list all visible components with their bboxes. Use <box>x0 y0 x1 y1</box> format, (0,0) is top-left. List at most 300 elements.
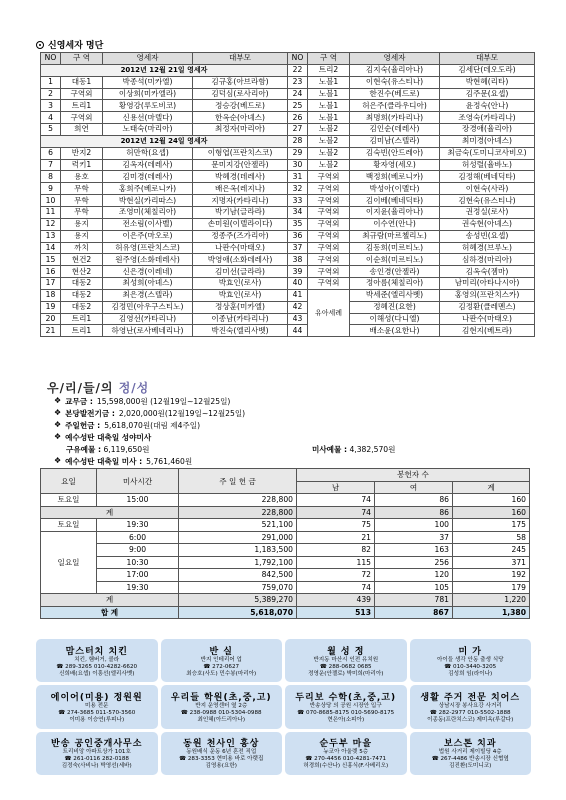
roster-row <box>41 278 288 290</box>
roster-name: 김영선(카타리나) <box>103 313 193 325</box>
roster-area: 트리1 <box>61 100 103 112</box>
attendance-female: 37 <box>375 531 453 544</box>
roster-name: 신은경(이레네) <box>103 266 193 278</box>
attendance-female: 100 <box>375 519 453 532</box>
roster-row <box>41 183 288 195</box>
header-parent: 대부모 <box>193 53 288 65</box>
sponsor-detail-line: 반송상당 의 공원 시장안 입구 <box>309 702 382 709</box>
roster-row <box>41 159 288 171</box>
roster-row <box>41 242 288 254</box>
roster-name: 허만학(요셉) <box>103 147 193 159</box>
sponsor-ad <box>410 639 532 682</box>
attendance-offering: 291,000 <box>179 531 297 544</box>
sponsor-ads-grid <box>36 639 531 775</box>
roster-no: 24 <box>288 88 308 100</box>
roster-row <box>288 218 535 230</box>
roster-no: 23 <box>288 76 308 88</box>
attendance-total: 1,380 <box>453 606 530 619</box>
sponsor-name: 동원 천사인 홍상 <box>183 739 260 750</box>
sponsor-name: 순두부 마을 <box>319 739 373 750</box>
sponsor-detail-line: 최승호(사도) 민수봉(마리아) <box>186 670 257 677</box>
roster-no: 43 <box>288 313 308 325</box>
roster-area: 현건2 <box>61 254 103 266</box>
roster-name: 정혜진(요한) <box>350 301 440 313</box>
sponsor-name: 우리들 학원(초,중,고) <box>170 692 272 703</box>
roster-name: 김지숙(율리아나) <box>350 64 440 76</box>
roster-no: 2 <box>41 88 61 100</box>
roster-area: 용호 <box>61 171 103 183</box>
roster-subheading-row <box>41 64 288 76</box>
roster-name: 정아름(체칠리아) <box>350 278 440 290</box>
roster-no: 28 <box>288 135 308 147</box>
attendance-row <box>41 581 530 594</box>
attendance-offering: 759,070 <box>179 581 297 594</box>
roster-no: 7 <box>41 159 61 171</box>
roster-area: 노블1 <box>308 88 350 100</box>
sponsor-ad <box>36 639 158 682</box>
roster-area: 무학 <box>61 206 103 218</box>
sponsor-detail-line: 김정숙(사비나) 박영선(세바) <box>61 763 132 770</box>
roster-row <box>288 266 535 278</box>
roster-no: 17 <box>41 278 61 290</box>
attendance-male: 439 <box>297 594 375 607</box>
attendance-mass-time: 계 <box>41 506 179 519</box>
roster-no: 25 <box>288 100 308 112</box>
sponsor-detail-line: 이종동(프란치스코) 제미옥(루갈다) <box>427 716 514 723</box>
roster-parent: 장경애(율리아) <box>440 124 535 136</box>
roster-name: 이수연(안나) <box>350 218 440 230</box>
roster-no: 12 <box>41 218 61 230</box>
roster-area: 구역외 <box>308 171 350 183</box>
manger-offering <box>66 444 149 455</box>
roster-row <box>41 254 288 266</box>
roster-parent: 윤정숙(안나) <box>440 100 535 112</box>
target-bullet-icon <box>36 41 44 49</box>
roster-row <box>288 159 535 171</box>
roster-area: 트리2 <box>308 64 350 76</box>
header-female: 여 <box>375 481 453 494</box>
header-mass-time: 미사시간 <box>97 469 179 494</box>
offering-heading <box>47 379 149 396</box>
roster-area: 럭키1 <box>61 159 103 171</box>
roster-row <box>288 88 535 100</box>
attendance-male: 74 <box>297 581 375 594</box>
roster-parent: 김옥숙(젬마) <box>440 266 535 278</box>
roster-row <box>288 242 535 254</box>
roster-no: 9 <box>41 183 61 195</box>
roster-area: 무학 <box>61 183 103 195</box>
roster-parent: 김덕심(로사리아) <box>193 88 288 100</box>
roster-area-merged: 유아세례 <box>308 289 350 336</box>
roster-name: 허유영(프란치스코) <box>103 242 193 254</box>
roster-no: 16 <box>41 266 61 278</box>
roster-no: 15 <box>41 254 61 266</box>
roster-no: 14 <box>41 242 61 254</box>
roster-name: 허은주(클라우디아) <box>350 100 440 112</box>
roster-name: 황자영(세오) <box>350 159 440 171</box>
diamond-bullet-icon: ❖ <box>54 408 62 417</box>
attendance-male: 75 <box>297 519 375 532</box>
attendance-offering: 1,792,100 <box>179 556 297 569</box>
roster-subheading-row <box>41 135 288 147</box>
roster-no: 4 <box>41 112 61 124</box>
offering-label: 교무금 : <box>65 397 93 406</box>
roster-no: 33 <box>288 195 308 207</box>
offering-tuition <box>54 396 230 407</box>
roster-row <box>41 301 288 313</box>
roster-row <box>288 112 535 124</box>
roster-name: 김미남(스텔라) <box>350 135 440 147</box>
header-sunday-offering: 주 일 헌 금 <box>179 469 297 494</box>
sponsor-detail-line: 상남시장 봉사요강 사거리 <box>438 702 502 709</box>
roster-name: 조영미(체칠리아) <box>103 206 193 218</box>
roster-parent: 나판수(마태오) <box>440 313 535 325</box>
roster-date-label: 2012년 12월 24일 영세자 <box>41 135 288 147</box>
roster-parent: 최금숙(도미니코사비오) <box>440 147 535 159</box>
roster-area: 희연 <box>61 124 103 136</box>
diamond-bullet-icon: ❖ <box>54 456 62 465</box>
header-no: NO <box>288 53 308 65</box>
roster-parent: 손미원(이델라이다) <box>193 218 288 230</box>
roster-name: 백정희(베로니카) <box>350 171 440 183</box>
roster-name: 이순희(미르티노) <box>350 254 440 266</box>
roster-no: 39 <box>288 266 308 278</box>
attendance-female: 86 <box>375 506 453 519</box>
roster-area: 용지 <box>61 218 103 230</box>
header-area: 구 역 <box>308 53 350 65</box>
attendance-mass-time: 9:00 <box>97 544 179 557</box>
diamond-bullet-icon: ❖ <box>54 396 62 405</box>
attendance-mass-time: 17:00 <box>97 569 179 582</box>
roster-parent: 지명자(카타리나) <box>193 195 288 207</box>
roster-area: 대동2 <box>61 278 103 290</box>
sponsor-name: 월 성 정 <box>327 646 365 657</box>
roster-name: 원주영(소화데레사) <box>103 254 193 266</box>
sponsor-detail-line: ☎ 272-0627 <box>203 663 240 670</box>
roster-area: 구역외 <box>308 183 350 195</box>
roster-name: 이상희(미카엘라) <box>103 88 193 100</box>
attendance-female: 256 <box>375 556 453 569</box>
attendance-offering: 228,800 <box>179 506 297 519</box>
sponsor-detail-line: 이미용 이승연(루피나) <box>69 716 125 723</box>
roster-area: 구역외 <box>61 88 103 100</box>
roster-area: 노블1 <box>308 112 350 124</box>
roster-no: 40 <box>288 278 308 290</box>
roster-parent: 김규홍(아브라함) <box>193 76 288 88</box>
roster-no: 10 <box>41 195 61 207</box>
attendance-female: 867 <box>375 606 453 619</box>
roster-row <box>41 124 288 136</box>
attendance-grand-total-row <box>41 606 530 619</box>
sponsor-name: 보스톤 치과 <box>443 739 497 750</box>
sponsor-detail-line: ☎ 283-3353 현미용 바로 아랫집 <box>179 756 264 763</box>
roster-parent: 김현지(베트라) <box>440 325 535 337</box>
roster-parent: 박혜경(데레사) <box>193 171 288 183</box>
roster-no: 21 <box>41 325 61 337</box>
roster-header-row <box>41 53 288 65</box>
roster-parent: 박진숙(엘리사벳) <box>193 325 288 337</box>
roster-name: 김옥자(데레사) <box>103 159 193 171</box>
header-name: 영세자 <box>103 53 193 65</box>
roster-row <box>41 88 288 100</box>
roster-area: 노블1 <box>308 76 350 88</box>
attendance-row <box>41 531 530 544</box>
attendance-mass-time: 계 <box>41 594 179 607</box>
sponsor-detail-line: 김영용(요한) <box>205 763 237 770</box>
attendance-female: 105 <box>375 581 453 594</box>
offering-value: 5,618,070원(대림 제4주일) <box>104 421 201 430</box>
sponsor-ad <box>36 685 158 728</box>
sponsor-ad <box>161 639 283 682</box>
roster-parent: 이종남(카타리나) <box>193 313 288 325</box>
offering-label: 예수성탄 대축일 미사 : <box>65 457 143 466</box>
roster-name: 한진수(베드로) <box>350 88 440 100</box>
roster-no: 3 <box>41 100 61 112</box>
roster-row <box>41 313 288 325</box>
sponsor-detail-line: 반지동 마산시 인전 유치원 <box>313 656 379 663</box>
attendance-row <box>41 569 530 582</box>
roster-no: 22 <box>288 64 308 76</box>
roster-no: 29 <box>288 147 308 159</box>
offering-label: 주일헌금 : <box>65 421 101 430</box>
roster-parent: 홍영의(프란치스카) <box>440 289 535 301</box>
roster-name: 송인경(안젤라) <box>350 266 440 278</box>
roster-row <box>41 171 288 183</box>
roster-row <box>288 135 535 147</box>
roster-row <box>41 147 288 159</box>
roster-row <box>288 289 535 301</box>
header-day: 요일 <box>41 469 97 494</box>
roster-parent: 김정환(클레멘스) <box>440 301 535 313</box>
roster-no: 18 <box>41 289 61 301</box>
attendance-female: 86 <box>375 494 453 507</box>
roster-parent: 박현혜(리타) <box>440 76 535 88</box>
roster-name: 김인순(데레사) <box>350 124 440 136</box>
attendance-table <box>40 468 530 619</box>
header-offerers: 봉헌자 수 <box>297 469 530 482</box>
roster-row <box>41 195 288 207</box>
sponsor-detail-line: ☎ 010-3440-3205 <box>444 663 497 670</box>
attendance-mass-time: 19:30 <box>97 581 179 594</box>
attendance-row <box>41 556 530 569</box>
roster-row <box>288 278 535 290</box>
sponsor-detail-line: 미용 전문 <box>85 702 109 709</box>
attendance-total: 1,220 <box>453 594 530 607</box>
roster-parent: 배은옥(레지나) <box>193 183 288 195</box>
roster-area: 구역외 <box>308 230 350 242</box>
roster-row <box>288 230 535 242</box>
sponsor-ad <box>285 639 407 682</box>
sponsor-ad <box>410 732 532 775</box>
roster-name: 최규람(마르첼리노) <box>350 230 440 242</box>
attendance-header-row <box>41 469 530 482</box>
attendance-offering: 5,389,270 <box>179 594 297 607</box>
roster-row <box>41 230 288 242</box>
header-area: 구 역 <box>61 53 103 65</box>
roster-row <box>288 76 535 88</box>
roster-no: 30 <box>288 159 308 171</box>
roster-parent: 박영애(소화데레사) <box>193 254 288 266</box>
sponsor-name: 에이어(미용) 정원원 <box>50 692 143 703</box>
roster-no: 32 <box>288 183 308 195</box>
roster-row <box>288 183 535 195</box>
sponsor-ad <box>285 685 407 728</box>
sponsor-detail-line: 아이들 생각 안동 출생 식당 <box>436 656 504 663</box>
attendance-male: 74 <box>297 506 375 519</box>
roster-name: 김숙빈(안드레아) <box>350 147 440 159</box>
roster-no: 35 <box>288 218 308 230</box>
offering-development-fund <box>54 408 245 419</box>
roster-area: 대동2 <box>61 301 103 313</box>
sponsor-ad <box>410 685 532 728</box>
roster-parent: 허혜경(브루노) <box>440 242 535 254</box>
roster-no: 13 <box>41 230 61 242</box>
roster-area: 노블2 <box>308 135 350 147</box>
roster-row <box>288 64 535 76</box>
roster-parent: 김정해(베네딕타) <box>440 171 535 183</box>
attendance-total: 160 <box>453 506 530 519</box>
roster-parent: 나판수(마태오) <box>193 242 288 254</box>
diamond-bullet-icon: ❖ <box>54 420 62 429</box>
attendance-mass-time: 15:00 <box>97 494 179 507</box>
attendance-male: 21 <box>297 531 375 544</box>
attendance-offering: 228,800 <box>179 494 297 507</box>
sponsor-name: 맘스터치 치킨 <box>65 646 128 657</box>
roster-name: 박세준(엘리사벳) <box>350 289 440 301</box>
attendance-total: 245 <box>453 544 530 557</box>
roster-area: 까치 <box>61 242 103 254</box>
roster-name: 하영난(로사베네리나) <box>103 325 193 337</box>
sponsor-detail-line: ☎ 267-4486 반송시장 신협옆 <box>431 756 509 763</box>
roster-name: 신용선(마델다) <box>103 112 193 124</box>
attendance-mass-time: 6:00 <box>97 531 179 544</box>
roster-name: 이지윤(율리아나) <box>350 206 440 218</box>
roster-area: 노블2 <box>308 159 350 171</box>
roster-no: 36 <box>288 230 308 242</box>
roster-area: 용지 <box>61 230 103 242</box>
roster-name: 이현숙(유스티나) <box>350 76 440 88</box>
offering-heading-part1: 우/리/들/의 <box>47 381 119 395</box>
roster-no: 44 <box>288 325 308 337</box>
offering-value: 15,598,000원 (12월19일~12월25일) <box>96 397 231 406</box>
roster-name: 김동희(미르티노) <box>350 242 440 254</box>
roster-area: 대동1 <box>61 76 103 88</box>
sponsor-detail-line: 치킨, 햄버거, 콜라 <box>74 656 120 663</box>
roster-no: 31 <box>288 171 308 183</box>
roster-row <box>41 112 288 124</box>
roster-no: 26 <box>288 112 308 124</box>
attendance-female: 120 <box>375 569 453 582</box>
mass-offering <box>312 444 395 455</box>
roster-area: 구역외 <box>308 206 350 218</box>
roster-no: 41 <box>288 289 308 301</box>
manger-offering-value: 6,119,650원 <box>103 445 150 454</box>
attendance-male: 74 <box>297 494 375 507</box>
roster-row <box>41 100 288 112</box>
roster-no: 6 <box>41 147 61 159</box>
roster-name: 배소윤(요한나) <box>350 325 440 337</box>
attendance-total: 179 <box>453 581 530 594</box>
roster-parent: 김미선(글라라) <box>193 266 288 278</box>
roster-parent: 이현숙(사라) <box>440 183 535 195</box>
roster-area: 구역외 <box>61 112 103 124</box>
roster-area: 구역외 <box>308 218 350 230</box>
roster-row <box>288 171 535 183</box>
roster-name: 노태숙(마리아) <box>103 124 193 136</box>
roster-parent: 정상훈(미카엘) <box>193 301 288 313</box>
roster-parent: 박효인(로사) <box>193 289 288 301</box>
sponsor-detail-line: 신희배(요셉) 이흥선(엘리사벳) <box>59 670 135 677</box>
sponsor-name: 두리보 수학(초,중,고) <box>295 692 397 703</box>
attendance-total: 371 <box>453 556 530 569</box>
attendance-male: 72 <box>297 569 375 582</box>
roster-parent: 박효인(로사) <box>193 278 288 290</box>
offering-label: 예수성탄 대축일 성야미사 <box>65 433 152 442</box>
roster-name: 황영강(루도비코) <box>103 100 193 112</box>
baptism-roster-left <box>40 52 288 337</box>
roster-no: 5 <box>41 124 61 136</box>
roster-row <box>288 147 535 159</box>
header-male: 남 <box>297 481 375 494</box>
roster-no: 1 <box>41 76 61 88</box>
roster-area: 현산2 <box>61 266 103 278</box>
sponsor-detail-line: 최인혜(아드리아나) <box>197 716 246 723</box>
roster-parent: 김주문(요셉) <box>440 88 535 100</box>
attendance-row <box>41 506 530 519</box>
roster-row <box>288 195 535 207</box>
sponsor-detail-line: 법원 사거리 제이빌딩 4층 <box>438 749 502 756</box>
sponsor-detail-line: 현은아(소피아) <box>327 716 365 723</box>
attendance-total: 175 <box>453 519 530 532</box>
header-total: 계 <box>453 481 530 494</box>
roster-parent: 조영숙(카타리나) <box>440 112 535 124</box>
mass-offering-value: 4,382,570원 <box>349 445 396 454</box>
roster-parent: 김세단(데오도라) <box>440 64 535 76</box>
roster-area: 구역외 <box>308 278 350 290</box>
sponsor-detail-line: ☎ 288-0682 0685 <box>319 663 372 670</box>
roster-area: 대동2 <box>61 289 103 301</box>
sponsor-detail-line: 정영운(안젤로) 박미희(마리아) <box>308 670 384 677</box>
attendance-row <box>41 519 530 532</box>
roster-no: 19 <box>41 301 61 313</box>
roster-name: 박종석(미카엘) <box>103 76 193 88</box>
roster-parent: 권숙현(아녜스) <box>440 218 535 230</box>
sponsor-detail-line: 김성희 임(라이나) <box>448 670 493 677</box>
sponsor-name: 미 가 <box>458 646 483 657</box>
roster-row <box>41 266 288 278</box>
sponsor-detail-line: ☎ 070-8685-8175 010-5690-8175 <box>297 709 395 716</box>
roster-parent: 권정실(로사) <box>440 206 535 218</box>
baptism-roster-right <box>287 52 535 337</box>
sponsor-ad <box>161 685 283 728</box>
roster-area: 트리1 <box>61 325 103 337</box>
offering-value: 2,020,000원(12월19일~12월25일) <box>118 409 246 418</box>
sponsor-detail-line: 동원배식 운동 6년 혼전 직업 <box>186 749 257 756</box>
roster-parent: 최정자(마리아) <box>193 124 288 136</box>
roster-area: 구역외 <box>308 254 350 266</box>
section-title <box>36 38 103 51</box>
roster-row <box>288 124 535 136</box>
attendance-offering: 521,100 <box>179 519 297 532</box>
sponsor-detail-line: 김진환(도미니코) <box>449 763 492 770</box>
attendance-male: 115 <box>297 556 375 569</box>
sponsor-detail-line: ☎ 289-3265 010-4282-6620 <box>56 663 138 670</box>
roster-name: 박현실(카리따스) <box>103 195 193 207</box>
roster-row <box>288 254 535 266</box>
roster-row <box>41 206 288 218</box>
roster-date-label: 2012년 12월 21일 영세자 <box>41 64 288 76</box>
attendance-male: 513 <box>297 606 375 619</box>
